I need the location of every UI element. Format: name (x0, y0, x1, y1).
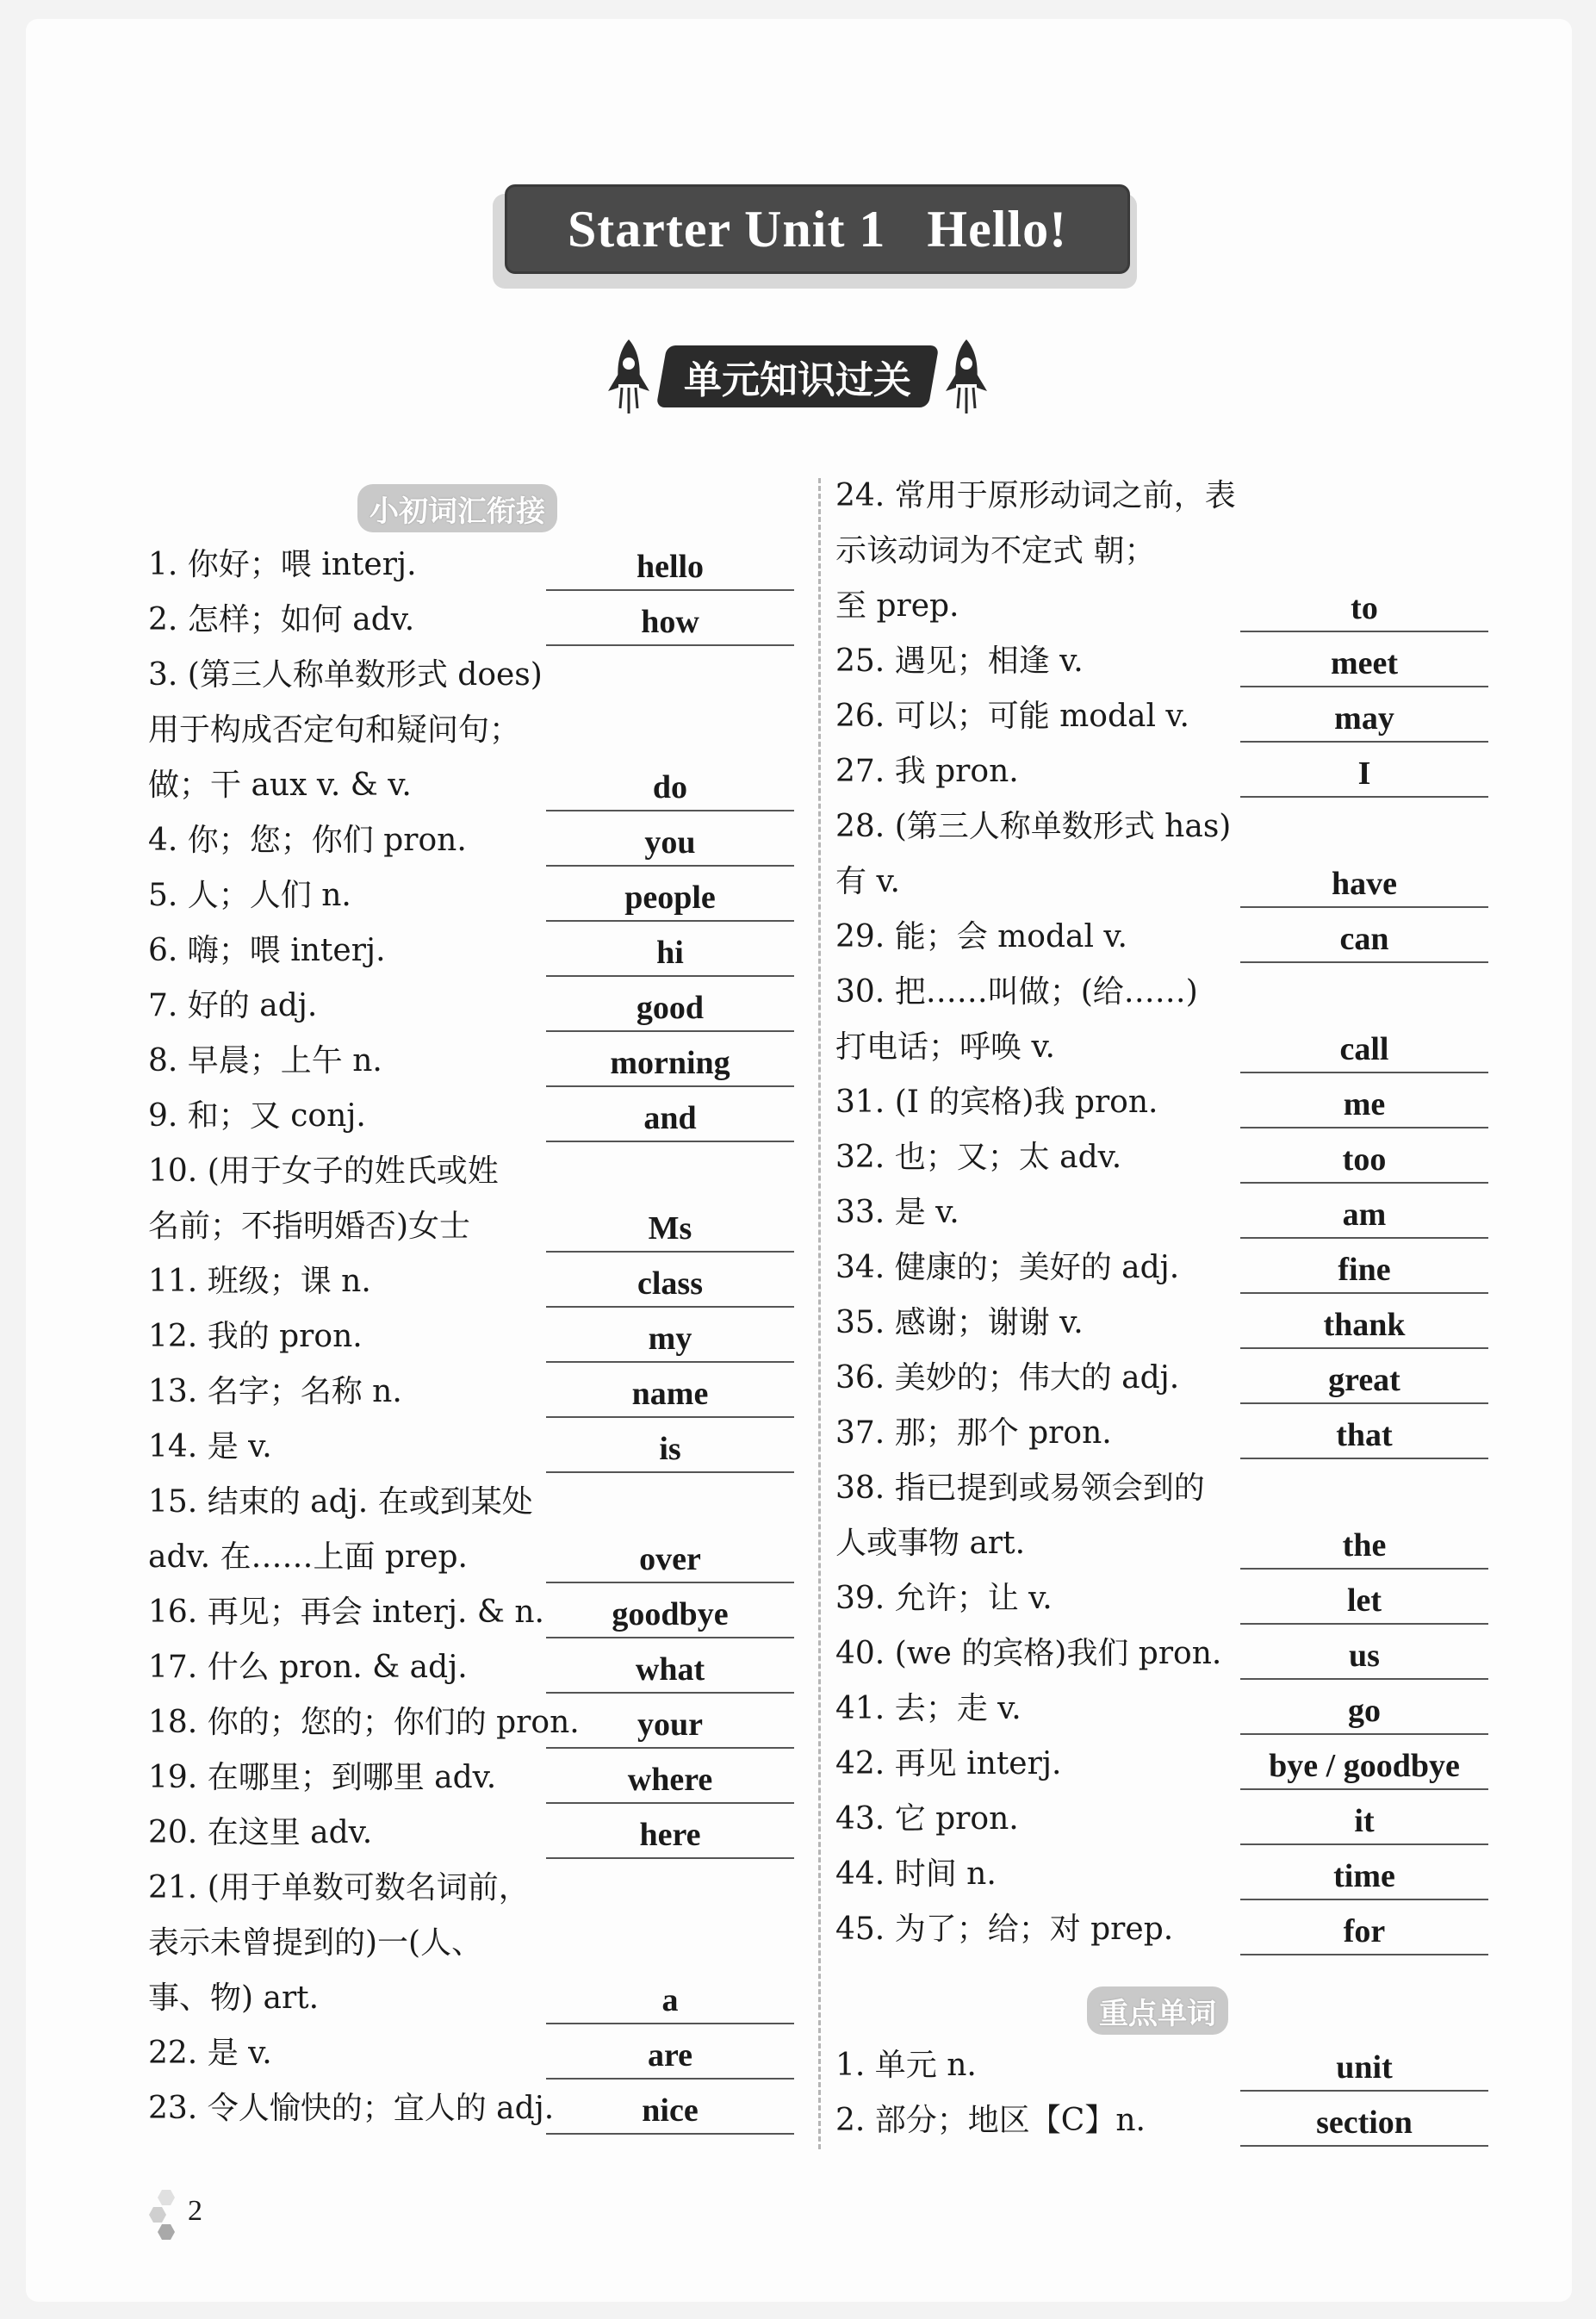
vocab-definition: 示该动词为不定式 朝； (835, 533, 1156, 569)
answer-blank[interactable]: do (546, 765, 794, 811)
vocab-definition: 11. 班级；课 n. (148, 1264, 371, 1299)
vocab-definition: 12. 我的 pron. (148, 1319, 363, 1354)
vocab-item (148, 1254, 803, 1309)
vocab-definition: 33. 是 v. (835, 1195, 959, 1230)
answer-blank[interactable]: morning (546, 1041, 794, 1087)
answer-blank[interactable]: fine (1240, 1247, 1488, 1294)
vocab-item (148, 538, 803, 593)
vocab-item (148, 1365, 803, 1420)
vocab-definition: 28. (第三人称单数形式 has) (835, 809, 1232, 844)
answer-blank[interactable]: the (1240, 1523, 1488, 1570)
vocab-item (835, 1406, 1490, 1461)
vocab-definition: 31. (I 的宾格)我 pron. (835, 1085, 1158, 1120)
vocab-item (148, 1861, 803, 2026)
vocab-definition: 9. 和；又 conj. (148, 1098, 366, 1134)
vocab-definition: 7. 好的 adj. (148, 988, 318, 1023)
answer-blank[interactable]: me (1240, 1082, 1488, 1128)
answer-blank[interactable]: hello (546, 544, 794, 591)
vocab-definition: 8. 早晨；上午 n. (148, 1043, 382, 1079)
vocab-definition: 16. 再见；再会 interj. & n. (148, 1595, 544, 1630)
vocab-item (835, 1130, 1490, 1185)
vocab-item (835, 2038, 1490, 2093)
vocab-definition: 20. 在这里 adv. (148, 1815, 373, 1850)
vocab-item (835, 965, 1490, 1075)
answer-blank[interactable]: time (1240, 1854, 1488, 1900)
vocab-definition: 36. 美妙的；伟大的 adj. (835, 1360, 1180, 1396)
vocab-item (148, 1750, 803, 1806)
vocab-item (148, 593, 803, 648)
answer-blank[interactable]: call (1240, 1027, 1488, 1073)
vocab-item (835, 1792, 1490, 1847)
vocab-definition: 13. 名字；名称 n. (148, 1374, 402, 1409)
answer-blank[interactable]: go (1240, 1688, 1488, 1735)
vocab-definition: 1. 你好；喂 interj. (148, 547, 417, 582)
vocab-definition: 23. 令人愉快的；宜人的 adj. (148, 2091, 555, 2126)
vocab-item (835, 634, 1490, 689)
answer-blank[interactable]: hi (546, 930, 794, 977)
vocab-definition: 34. 健康的；美好的 adj. (835, 1250, 1180, 1285)
vocab-definition: 15. 结束的 adj. 在或到某处 (148, 1484, 533, 1520)
vocab-definition: 26. 可以；可能 modal v. (835, 699, 1189, 734)
vocab-item (835, 799, 1490, 910)
vocab-item (148, 1640, 803, 1695)
hexagon-decoration-icon (148, 2188, 193, 2248)
answer-blank[interactable]: class (546, 1261, 794, 1308)
answer-blank[interactable]: your (546, 1702, 794, 1749)
vocab-item (835, 910, 1490, 965)
vocab-definition: 表示未曾提到的)一(人、 (148, 1925, 483, 1961)
vocab-definition: 至 prep. (835, 588, 959, 624)
page-title: Starter Unit 1 Hello! (505, 184, 1130, 274)
answer-blank[interactable]: I (1240, 751, 1488, 798)
answer-blank[interactable]: my (546, 1316, 794, 1363)
vocab-item (835, 2093, 1490, 2148)
vocab-item (148, 1309, 803, 1365)
vocab-definition: 32. 也；又；太 adv. (835, 1140, 1122, 1175)
vocab-item (835, 1571, 1490, 1626)
vocab-item (148, 2026, 803, 2081)
vocab-item (148, 1806, 803, 1861)
answer-blank[interactable]: how (546, 600, 794, 646)
answer-blank[interactable]: bye / goodbye (1240, 1744, 1488, 1790)
vocab-item (148, 2081, 803, 2136)
vocab-definition: 38. 指已提到或易领会到的 (835, 1470, 1205, 1506)
section-title: 单元知识过关 (656, 345, 940, 407)
vocab-item (148, 1585, 803, 1640)
answer-blank[interactable]: where (546, 1757, 794, 1804)
vocab-definition: 打电话；呼唤 v. (835, 1029, 1055, 1065)
answer-blank[interactable]: for (1240, 1909, 1488, 1955)
vocab-definition: 42. 再见 interj. (835, 1746, 1062, 1781)
vocab-definition: 名前；不指明婚否)女士 (148, 1209, 471, 1244)
answer-blank[interactable]: great (1240, 1358, 1488, 1404)
key-words-list (835, 2038, 1490, 2148)
vocab-item (148, 868, 803, 923)
answer-blank[interactable]: Ms (546, 1206, 794, 1253)
vocab-item (148, 813, 803, 868)
right-column (835, 469, 1490, 1957)
tag-key-words: 重点单词 (1087, 1986, 1228, 2035)
vocab-definition: 41. 去；走 v. (835, 1691, 1022, 1726)
vocab-definition: 29. 能；会 modal v. (835, 919, 1127, 954)
vocab-item (148, 648, 803, 813)
vocab-item (835, 744, 1490, 799)
rocket-icon (603, 336, 655, 417)
vocab-item (148, 923, 803, 979)
answer-blank[interactable]: name (546, 1371, 794, 1418)
vocab-item (835, 1847, 1490, 1902)
vocab-item (148, 1420, 803, 1475)
answer-blank[interactable]: too (1240, 1137, 1488, 1184)
vocab-definition: 有 v. (835, 864, 900, 899)
answer-blank[interactable]: have (1240, 861, 1488, 908)
vocab-definition: 35. 感谢；谢谢 v. (835, 1305, 1084, 1340)
answer-blank[interactable]: a (546, 1978, 794, 2024)
vocab-item (148, 1089, 803, 1144)
answer-blank[interactable]: that (1240, 1413, 1488, 1459)
vocab-definition: 6. 嗨；喂 interj. (148, 933, 386, 968)
vocab-definition: 5. 人；人们 n. (148, 878, 351, 913)
answer-blank[interactable]: us (1240, 1633, 1488, 1680)
section-header (603, 336, 992, 417)
vocab-definition: 做；干 aux v. & v. (148, 768, 412, 803)
answer-blank[interactable]: am (1240, 1192, 1488, 1239)
answer-blank[interactable]: let (1240, 1578, 1488, 1625)
vocab-definition: 1. 单元 n. (835, 2048, 977, 2083)
rocket-icon (941, 336, 992, 417)
vocab-item (148, 1695, 803, 1750)
vocab-definition: 37. 那；那个 pron. (835, 1415, 1112, 1451)
answer-blank[interactable]: nice (546, 2088, 794, 2135)
answer-blank[interactable]: here (546, 1812, 794, 1859)
vocab-item (148, 1034, 803, 1089)
vocab-definition: adv. 在……上面 prep. (148, 1539, 468, 1575)
vocab-item (835, 1902, 1490, 1957)
vocab-definition: 3. (第三人称单数形式 does) (148, 657, 543, 693)
answer-blank[interactable]: to (1240, 586, 1488, 632)
vocab-item (835, 1626, 1490, 1682)
vocab-definition: 2. 怎样；如何 adv. (148, 602, 415, 637)
vocab-item (835, 1682, 1490, 1737)
vocab-item (835, 689, 1490, 744)
answer-blank[interactable]: can (1240, 917, 1488, 963)
vocab-item (148, 1475, 803, 1585)
vocab-definition: 21. (用于单数可数名词前， (148, 1870, 530, 1906)
answer-blank[interactable]: what (546, 1647, 794, 1694)
vocab-item (835, 1296, 1490, 1351)
vocab-definition: 17. 什么 pron. & adj. (148, 1650, 468, 1685)
page-number: 2 (188, 2195, 202, 2227)
vocab-item (835, 1351, 1490, 1406)
vocab-definition: 18. 你的；您的；你们的 pron. (148, 1705, 580, 1740)
vocab-definition: 22. 是 v. (148, 2036, 272, 2071)
answer-blank[interactable]: over (546, 1537, 794, 1583)
answer-blank[interactable]: goodbye (546, 1592, 794, 1638)
vocab-definition: 40. (we 的宾格)我们 pron. (835, 1636, 1222, 1671)
vocab-definition: 人或事物 art. (835, 1526, 1026, 1561)
tag-vocab-bridge: 小初词汇衔接 (357, 484, 557, 532)
vocab-definition: 19. 在哪里；到哪里 adv. (148, 1760, 497, 1795)
vocab-item (835, 1185, 1490, 1240)
vocab-definition: 用于构成否定句和疑问句； (148, 712, 521, 748)
vocab-definition: 44. 时间 n. (835, 1856, 997, 1892)
vocab-definition: 25. 遇见；相逢 v. (835, 643, 1084, 679)
vocab-item (835, 1075, 1490, 1130)
vocab-definition: 2. 部分；地区【C】n. (835, 2103, 1146, 2138)
answer-blank[interactable]: are (546, 2033, 794, 2080)
vocab-definition: 45. 为了；给；对 prep. (835, 1912, 1174, 1947)
vocab-definition: 27. 我 pron. (835, 754, 1019, 789)
vocab-definition: 事、物) art. (148, 1980, 320, 2016)
vocab-definition: 43. 它 pron. (835, 1801, 1019, 1837)
vocab-definition: 39. 允许；让 v. (835, 1581, 1053, 1616)
answer-blank[interactable]: and (546, 1096, 794, 1142)
vocab-definition: 4. 你；您；你们 pron. (148, 823, 467, 858)
answer-blank[interactable]: meet (1240, 641, 1488, 687)
vocab-item (148, 1144, 803, 1254)
vocab-definition: 24. 常用于原形动词之前，表 (835, 478, 1236, 513)
answer-blank[interactable]: it (1240, 1799, 1488, 1845)
answer-blank[interactable]: good (546, 985, 794, 1032)
column-divider (818, 478, 821, 2149)
vocab-item (835, 1240, 1490, 1296)
answer-blank[interactable]: unit (1240, 2045, 1488, 2092)
answer-blank[interactable]: may (1240, 696, 1488, 743)
answer-blank[interactable]: thank (1240, 1302, 1488, 1349)
answer-blank[interactable]: you (546, 820, 794, 867)
left-column (148, 538, 803, 2136)
vocab-item (835, 1461, 1490, 1571)
answer-blank[interactable]: section (1240, 2100, 1488, 2147)
answer-blank[interactable]: is (546, 1427, 794, 1473)
vocab-item (148, 979, 803, 1034)
vocab-definition: 30. 把……叫做；(给……) (835, 974, 1198, 1010)
vocab-definition: 14. 是 v. (148, 1429, 272, 1464)
vocab-item (835, 469, 1490, 634)
answer-blank[interactable]: people (546, 875, 794, 922)
vocab-definition: 10. (用于女子的姓氏或姓 (148, 1153, 499, 1189)
vocab-item (835, 1737, 1490, 1792)
